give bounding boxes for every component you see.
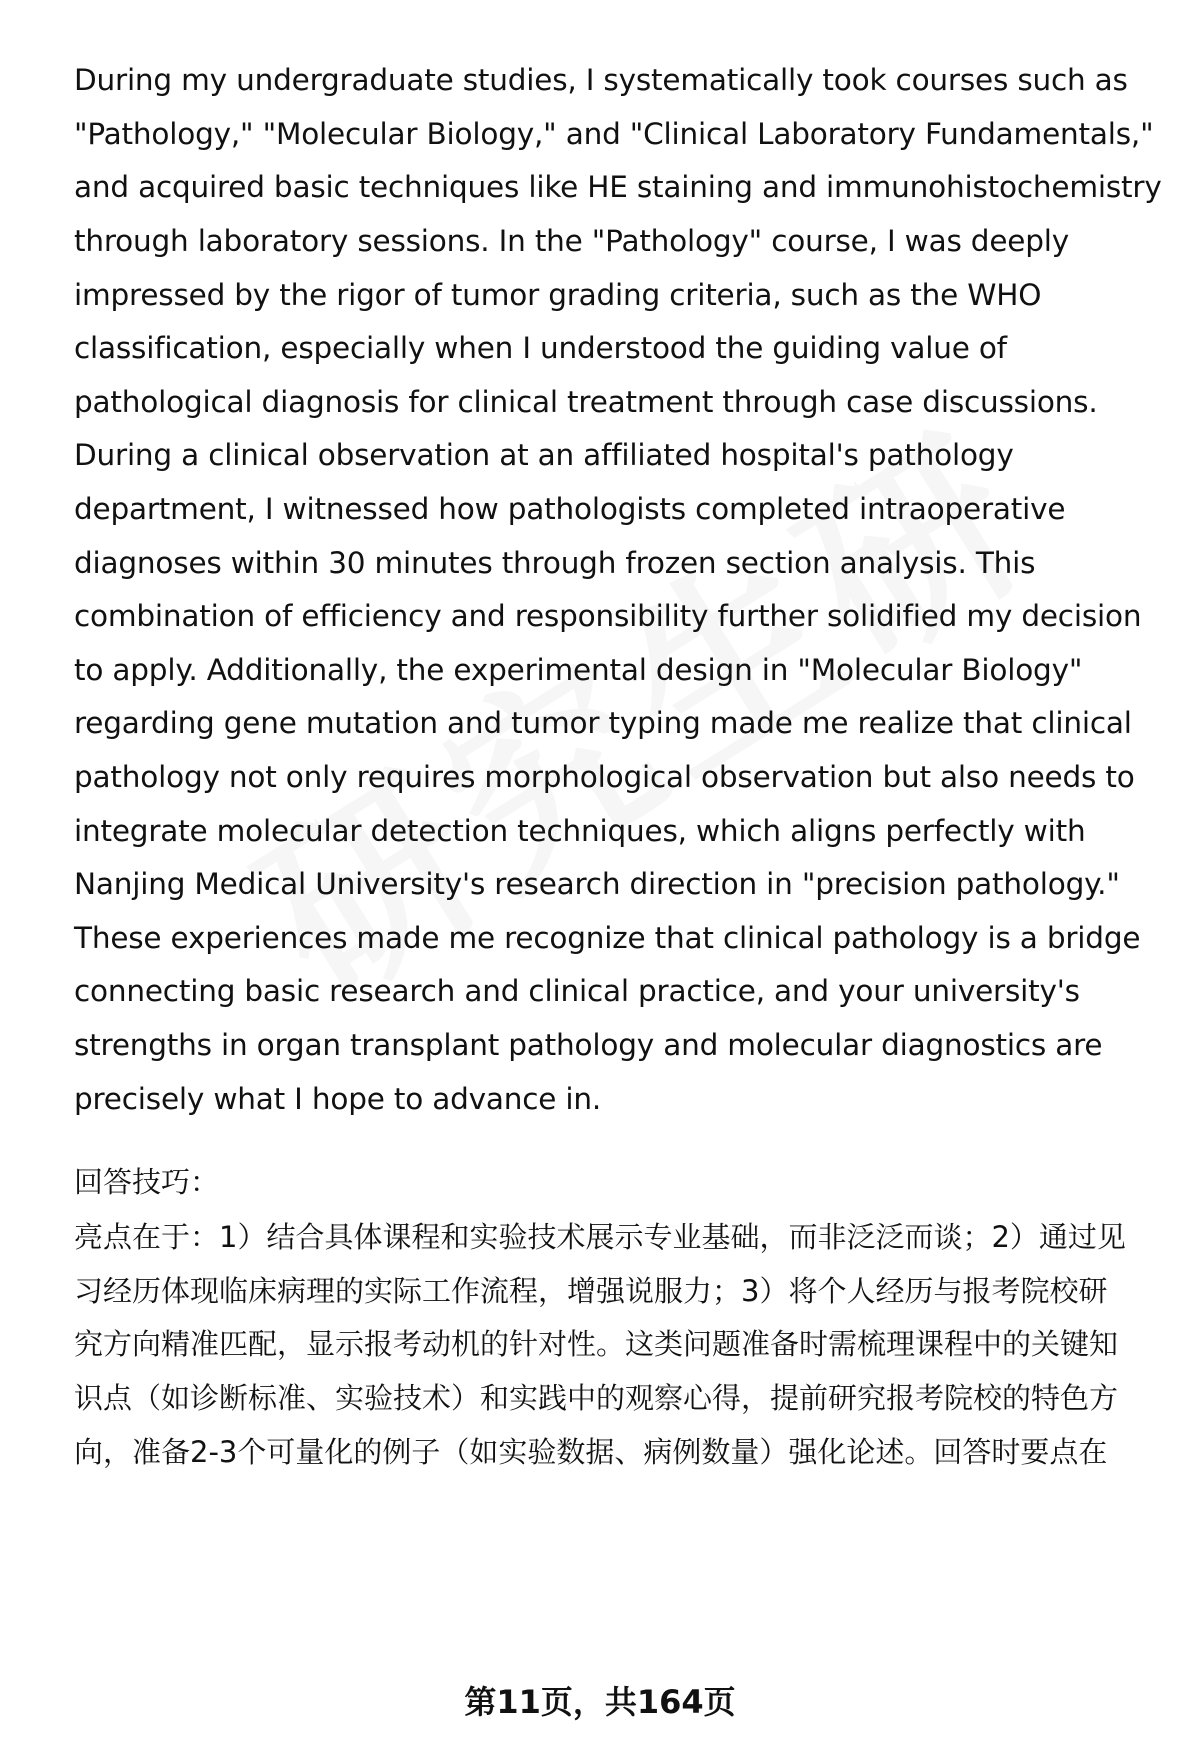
paragraph-line: impressed by the rigor of tumor grading criteria, such as the WHO [74, 278, 1042, 312]
paragraph-line: During my undergraduate studies, I systematically took courses such as [74, 63, 1128, 97]
paragraph-line: combination of efficiency and responsibility further solidified my decision [74, 599, 1142, 633]
tips-line: 识点（如诊断标准、实验技术）和实践中的观察心得，提前研究报考院校的特色方 [74, 1381, 1119, 1415]
paragraph-line: through laboratory sessions. In the "Pathology" course, I was deeply [74, 224, 1070, 258]
paragraph-line: to apply. Additionally, the experimental design in "Molecular Biology" [74, 653, 1083, 687]
paragraph-line: Nanjing Medical University's research direction in "precision pathology." [74, 867, 1120, 901]
paragraph-line: These experiences made me recognize that clinical pathology is a bridge [74, 921, 1141, 955]
paragraph-line: connecting basic research and clinical practice, and your university's [74, 974, 1080, 1008]
tips-line: 亮点在于：1）结合具体课程和实验技术展示专业基础，而非泛泛而谈；2）通过见 [74, 1220, 1126, 1254]
paragraph-line: classification, especially when I understood the guiding value of [74, 331, 1007, 365]
paragraph-line: pathology not only requires morphological observation but also needs to [74, 760, 1135, 794]
paragraph-line: "Pathology," "Molecular Biology," and "Clinical Laboratory Fundamentals," [74, 117, 1154, 151]
paragraph-line: integrate molecular detection techniques, which aligns perfectly with [74, 814, 1086, 848]
tips-line: 究方向精准匹配，显示报考动机的针对性。这类问题准备时需梳理课程中的关键知 [74, 1327, 1119, 1361]
paragraph-line: precisely what I hope to advance in. [74, 1082, 602, 1116]
paragraph-line: and acquired basic techniques like HE staining and immunohistochemistry [74, 170, 1162, 204]
tips-line: 向，准备2-3个可量化的例子（如实验数据、病例数量）强化论述。回答时要点在 [74, 1435, 1108, 1469]
tips-line: 习经历体现临床病理的实际工作流程，增强说服力；3）将个人经历与报考院校研 [74, 1274, 1108, 1308]
paragraph-line: diagnoses within 30 minutes through frozen section analysis. This [74, 546, 1036, 580]
paragraph-line: pathological diagnosis for clinical treatment through case discussions. [74, 385, 1098, 419]
tips-heading: 回答技巧： [74, 1165, 220, 1199]
page-number-footer: 第11页，共164页 [464, 1683, 736, 1721]
paragraph-line: During a clinical observation at an affiliated hospital's pathology [74, 438, 1014, 472]
paragraph-line: strengths in organ transplant pathology and molecular diagnostics are [74, 1028, 1103, 1062]
paragraph-line: regarding gene mutation and tumor typing made me realize that clinical [74, 706, 1132, 740]
paragraph-line: department, I witnessed how pathologists completed intraoperative [74, 492, 1066, 526]
